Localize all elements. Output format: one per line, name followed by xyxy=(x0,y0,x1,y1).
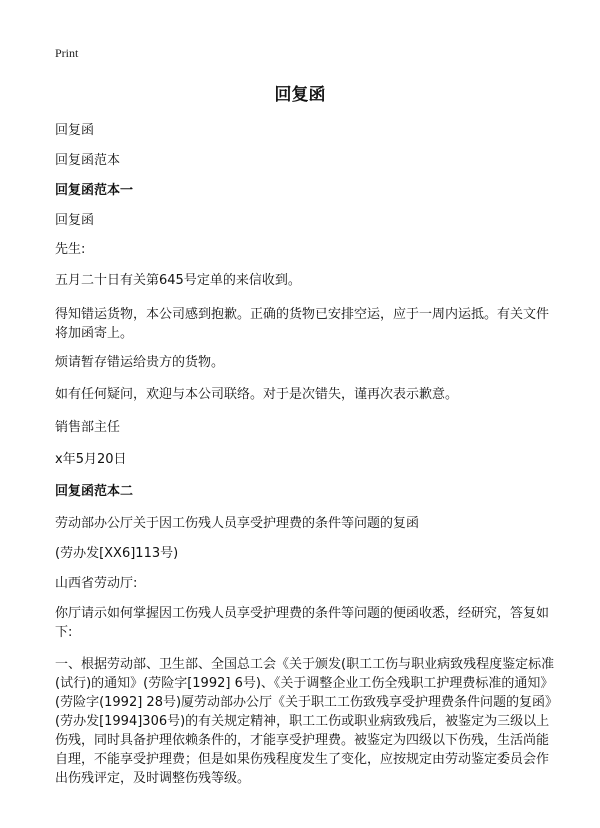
paragraph: 得知错运货物，本公司感到抱歉。正确的货物已安排空运，应于一周内运抵。有关文件将加函寄上。 xyxy=(55,307,550,341)
salutation: 先生: xyxy=(55,242,86,257)
paragraph: 五月二十日有关第645号定单的来信收到。 xyxy=(55,273,301,288)
paragraph: 回复函 xyxy=(55,123,95,138)
signature: 销售部主任 xyxy=(55,420,121,435)
paragraph: 回复函范本 xyxy=(55,153,121,168)
recipient: 山西省劳动厅: xyxy=(55,576,138,591)
paragraph: 烦请暂存错运给贵方的货物。 xyxy=(55,355,225,370)
section-heading: 回复函范本一 xyxy=(55,183,134,198)
paragraph: 你厅请示如何掌握因工伤残人员享受护理费的条件等问题的便函收悉，经研究，答复如下: xyxy=(55,606,550,640)
paragraph: 如有任何疑问，欢迎与本公司联络。对于是次错失，谨再次表示歉意。 xyxy=(55,387,459,402)
paragraph: 劳动部办公厅关于因工伤残人员享受护理费的条件等问题的复函 xyxy=(55,516,420,531)
print-link[interactable]: Print xyxy=(55,46,79,60)
paragraph: 回复函 xyxy=(55,213,95,228)
paragraph: 一、根据劳动部、卫生部、全国总工会《关于颁发(职工工伤与职业病致残程度鉴定标准(试行)的通知》(劳险字[1992] 6号)、《关于调整企业工伤全残职工护理费标准的通知》(劳险字(1992] 28号)厦劳动部办公厅《关于职工工伤致残享受护理费条件问题的复函》(劳办发[1994]306号)的有关规定精神，职工工伤或职业病致残后，被鉴定为三级以上伤残，同时具备护理依赖条件的，才能享受护理费。被鉴定为四级以下伤残，生活尚能自理，不能享受护理费；但是如果伤残程度发生了变化，应按规定由劳动鉴定委员会作出伤残评定，及时调整伤残等级。 xyxy=(55,657,555,786)
reference-number: (劳办发[XX6]113号) xyxy=(55,546,179,561)
date: x年5月20日 xyxy=(55,452,127,467)
document-title: 回复函 xyxy=(274,85,326,105)
section-heading: 回复函范本二 xyxy=(55,484,134,499)
